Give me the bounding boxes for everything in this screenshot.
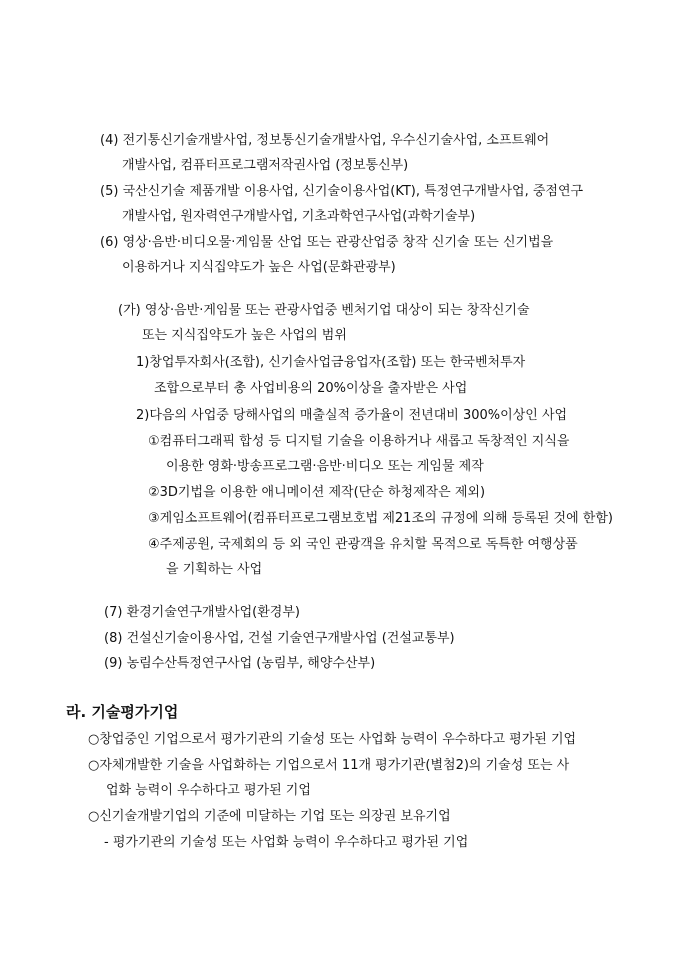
circled-item-4-line-2: 을 기획하는 사업 [166,562,263,577]
circled-item-1-line-1: ①컴퓨터그래픽 합성 등 디지털 기술을 이용하거나 새롭고 독창적인 지식을 [148,434,570,449]
bullet-3: ○신기술개발기업의 기준에 미달하는 기업 또는 의장권 보유기업 [88,809,451,824]
item-4-line-1 [100,132,549,150]
item-8-number: (8) [104,631,123,646]
dash-item: - 평가기관의 기술성 또는 사업화 능력이 우수하다고 평가된 기업 [104,835,469,850]
item-8 [104,630,455,648]
sub-point-1-line-1: 1)창업투자회사(조합), 신기술사업금융업자(조합) 또는 한국벤처투자 [136,355,526,370]
item-7 [104,604,300,622]
sub-ga-line-1: (가) 영상·음반·게임물 또는 관광사업중 벤처기업 대상이 되는 창작신기술 [118,303,530,318]
item-5-line-2: 개발사업, 원자력연구개발사업, 기초과학연구사업(과학기술부) [122,209,476,224]
item-6-number: (6) [100,235,119,250]
item-6-text: 영상·음반·비디오물·게임물 산업 또는 관광산업중 창작 신기술 또는 신기법을 [122,235,554,250]
item-5-text: 국산신기술 제품개발 이용사업, 신기술이용사업(KT), 특정연구개발사업, 중점연구 [122,184,584,199]
item-5-number: (5) [100,184,119,199]
item-7-number: (7) [104,605,123,620]
sub-point-2: 2)다음의 사업중 당해사업의 매출실적 증가율이 전년대비 300%이상인 사업 [136,408,568,423]
sub-ga-line-2: 또는 지식집약도가 높은 사업의 범위 [142,328,347,343]
section-heading: 라. 기술평가기업 [66,703,179,721]
item-7-text: 환경기술연구개발사업(환경부) [126,605,300,620]
item-9 [104,655,375,673]
circled-item-2: ②3D기법을 이용한 애니메이션 제작(단순 하청제작은 제외) [148,485,486,500]
bullet-1: ○창업중인 기업으로서 평가기관의 기술성 또는 사업화 능력이 우수하다고 평가된 기업 [88,732,577,747]
sub-point-1-line-2: 조합으로부터 총 사업비용의 20%이상을 출자받은 사업 [154,381,468,396]
bullet-2-line-2: 업화 능력이 우수하다고 평가된 기업 [106,783,311,798]
item-4-line-2: 개발사업, 컴퓨터프로그램저작권사업 (정보통신부) [122,158,409,173]
item-5-line-1 [100,183,583,201]
bullet-2-line-1: ○자체개발한 기술을 사업화하는 기업으로서 11개 평가기관(별첨2)의 기술성 또는 사 [88,758,570,773]
circled-item-3: ③게임소프트웨어(컴퓨터프로그램보호법 제21조의 규정에 의해 등록된 것에 한함) [148,511,613,526]
item-9-text: 농림수산특정연구사업 (농림부, 해양수산부) [126,656,376,671]
item-6-line-1 [100,234,553,252]
circled-item-1-line-2: 이용한 영화·방송프로그램·음반·비디오 또는 게임물 제작 [166,459,484,474]
circled-item-4-line-1: ④주제공원, 국제회의 등 외 국인 관광객을 유치할 목적으로 독특한 여행상품 [148,537,578,552]
item-4-text: 전기통신기술개발사업, 정보통신기술개발사업, 우수신기술사업, 소프트웨어 [122,133,550,148]
item-8-text: 건설신기술이용사업, 건설 기술연구개발사업 (건설교통부) [126,631,455,646]
item-9-number: (9) [104,656,123,671]
item-6-line-2: 이용하거나 지식집약도가 높은 사업(문화관광부) [122,260,396,275]
item-4-number: (4) [100,133,119,148]
